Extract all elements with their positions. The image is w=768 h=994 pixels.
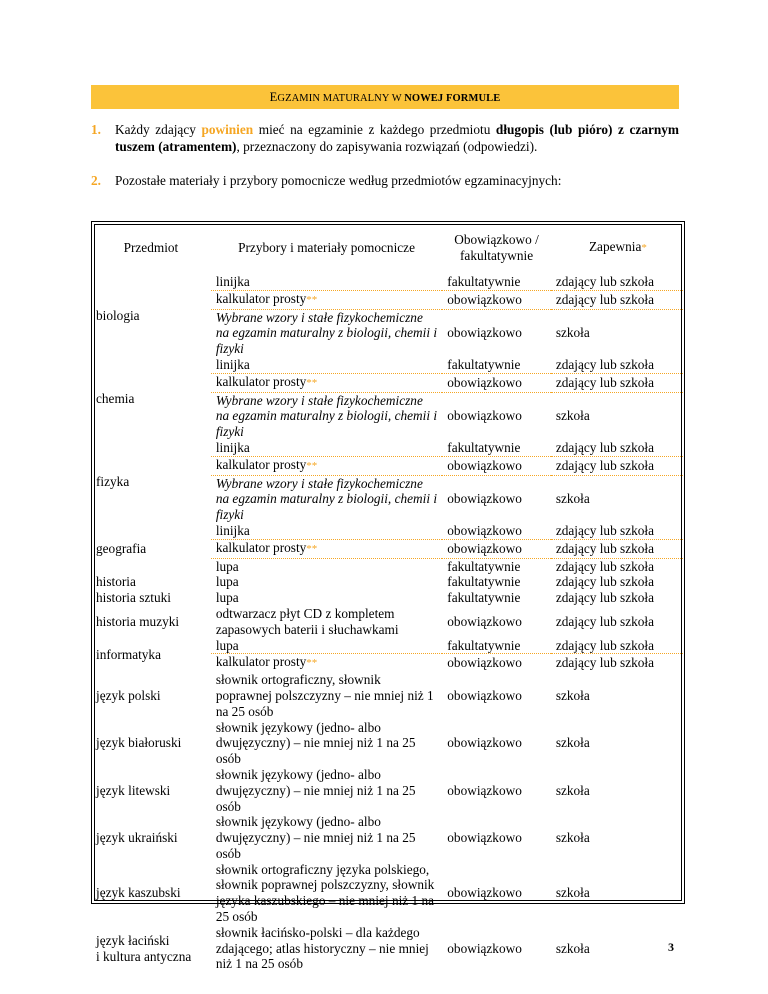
subject-cell: historia muzyki — [96, 613, 180, 629]
table-row — [91, 767, 685, 814]
tool-cell — [211, 558, 442, 574]
provided-cell: szkoła — [555, 940, 590, 956]
required-cell: fakultatywnie — [442, 274, 551, 290]
provided-cell: szkoła — [555, 885, 590, 901]
provided-cell: szkoła — [555, 830, 590, 846]
banner-initial: E — [269, 90, 278, 104]
provided-cell: szkoła — [555, 735, 590, 751]
materials-table — [91, 221, 685, 972]
provided-cell: zdający lub szkoła — [551, 456, 685, 475]
subject-cell: język kaszubski — [96, 885, 181, 901]
provided-cell: zdający lub szkoła — [551, 373, 685, 392]
table-row — [91, 606, 685, 638]
required-cell: obowiązkowo — [447, 491, 522, 507]
banner-text: GZAMIN MATURALNY W — [277, 93, 405, 104]
tool-cell — [211, 392, 442, 440]
subject-cell: język ukraiński — [96, 830, 178, 846]
subject-cell: historia — [96, 574, 136, 590]
required-cell: obowiązkowo — [447, 940, 522, 956]
provided-cell: zdający lub szkoła — [551, 357, 685, 373]
subject-cell: fizyka — [96, 473, 130, 489]
section-banner — [91, 85, 679, 109]
provided-cell: zdający lub szkoła — [551, 274, 685, 290]
required-cell: obowiązkowo — [447, 735, 522, 751]
provided-cell: szkoła — [555, 687, 590, 703]
required-cell: fakultatywnie — [442, 638, 551, 654]
tool-label: linijka — [215, 356, 250, 372]
subject-cell: historia sztuki — [96, 590, 171, 606]
point-2 — [91, 172, 679, 189]
point-1 — [91, 121, 679, 155]
tool-label: odtwarzacz płyt CD z kompletem zapasowych baterii i słuchawkami — [215, 605, 399, 637]
subject-cell: język białoruski — [96, 735, 182, 751]
point-2-text: Pozostałe materiały i przybory pomocnicze według przedmiotów egzaminacyjnych: — [115, 173, 562, 188]
point-1-text-a: Każdy zdający — [115, 122, 202, 137]
header-provided-label: Zapewnia — [588, 238, 642, 254]
required-cell: obowiązkowo — [447, 655, 522, 671]
tool-cell — [211, 767, 442, 814]
table-row — [91, 590, 685, 606]
header-tools: Przybory i materiały pomocnicze — [238, 239, 415, 255]
tool-cell — [211, 440, 442, 456]
table-header-row — [91, 221, 685, 274]
footnote-mark: ** — [306, 657, 318, 670]
tool-label: kalkulator prosty — [215, 456, 307, 472]
tool-label: lupa — [215, 590, 239, 606]
required-cell: fakultatywnie — [442, 357, 551, 373]
table-row — [91, 574, 685, 590]
subject-cell: język łaciński i kultura antyczna — [96, 932, 192, 964]
provided-cell: zdający lub szkoła — [551, 290, 685, 309]
table-row — [91, 814, 685, 861]
table-row — [91, 862, 685, 925]
table-row — [91, 440, 685, 456]
point-1-number: 1. — [91, 122, 101, 137]
required-cell: obowiązkowo — [447, 782, 522, 798]
tool-label: słownik językowy (jedno- albo dwujęzyczny) – nie mniej niż 1 na 25 osób — [215, 766, 416, 814]
tool-label: kalkulator prosty — [215, 539, 307, 555]
footnote-mark: ** — [306, 459, 318, 472]
tool-label: kalkulator prosty — [215, 373, 307, 389]
required-cell: obowiązkowo — [442, 290, 551, 309]
provided-cell: szkoła — [555, 325, 590, 341]
point-1-text-c: , przeznaczony do zapisywania rozwiązań (odpowiedzi). — [236, 139, 538, 154]
footnote-mark: ** — [306, 376, 318, 389]
tool-label: linijka — [215, 274, 250, 289]
provided-cell: zdający lub szkoła — [551, 539, 685, 558]
tool-cell — [211, 814, 442, 861]
tool-cell — [211, 357, 442, 373]
footnote-mark: ** — [306, 293, 318, 306]
required-cell: fakultatywnie — [447, 590, 521, 606]
tool-cell — [211, 654, 442, 672]
tool-cell — [211, 925, 442, 972]
tool-cell — [211, 456, 442, 475]
tool-cell — [211, 274, 442, 290]
tool-label: lupa — [215, 637, 239, 653]
required-cell: obowiązkowo — [447, 885, 522, 901]
subject-cell: język litewski — [96, 782, 171, 798]
provided-cell: zdający lub szkoła — [555, 613, 655, 629]
required-cell: obowiązkowo — [442, 373, 551, 392]
subject-cell: geografia — [96, 540, 147, 556]
provided-cell: zdający lub szkoła — [551, 440, 685, 456]
tool-cell — [211, 539, 442, 558]
tool-cell — [211, 373, 442, 392]
provided-cell: zdający lub szkoła — [555, 590, 655, 606]
provided-cell: szkoła — [555, 408, 590, 424]
point-1-highlight: powinien — [201, 122, 254, 137]
tool-cell — [211, 309, 442, 357]
table-body — [91, 274, 685, 972]
subject-cell: informatyka — [96, 646, 161, 662]
required-cell: obowiązkowo — [447, 408, 522, 424]
subject-cell: biologia — [96, 307, 140, 323]
tool-label: Wybrane wzory i stałe fizykochemiczne na egzamin maturalny z biologii, chemii i fizyki — [215, 475, 438, 523]
header-subject: Przedmiot — [123, 239, 179, 255]
table-row — [91, 638, 685, 654]
required-cell: obowiązkowo — [447, 325, 522, 341]
tool-cell — [211, 523, 442, 539]
table-row — [91, 274, 685, 290]
tool-label: Wybrane wzory i stałe fizykochemiczne na egzamin maturalny z biologii, chemii i fizyki — [215, 392, 438, 440]
table-row — [91, 357, 685, 373]
table-row — [91, 523, 685, 539]
tool-cell — [211, 672, 442, 719]
tool-label: słownik ortograficzny, słownik poprawnej polszczyzny – nie mniej niż 1 na 25 osób — [215, 672, 434, 719]
header-provided — [551, 221, 685, 274]
tool-label: kalkulator prosty — [215, 654, 307, 670]
provided-cell: szkoła — [555, 491, 590, 507]
tool-label: Wybrane wzory i stałe fizykochemiczne na egzamin maturalny z biologii, chemii i fizyki — [215, 309, 438, 357]
page-number: 3 — [668, 940, 674, 954]
provided-cell: zdający lub szkoła — [551, 523, 685, 539]
required-cell: obowiązkowo — [442, 539, 551, 558]
tool-label: słownik ortograficzny języka polskiego, słownik poprawnej polszczyzny, słownik języka kaszubskiego – nie mniej niż 1 na 25 osób — [215, 861, 435, 925]
tool-label: słownik łacińsko-polski – dla każdego zdającego; atlas historyczny – nie mniej niż 1 na 25 osób — [215, 924, 429, 972]
tool-label: słownik językowy (jedno- albo dwujęzyczny) – nie mniej niż 1 na 25 osób — [215, 814, 416, 861]
provided-cell: zdający lub szkoła — [555, 655, 655, 671]
footnote-mark: ** — [306, 542, 318, 555]
tool-cell — [211, 606, 442, 638]
table-row — [91, 720, 685, 767]
subject-cell: język polski — [96, 687, 161, 703]
point-2-number: 2. — [91, 173, 101, 188]
tool-label: linijka — [215, 522, 250, 538]
tool-cell — [211, 862, 442, 925]
tool-label: linijka — [215, 439, 250, 455]
required-cell: obowiązkowo — [442, 456, 551, 475]
tool-label: słownik językowy (jedno- albo dwujęzyczny) – nie mniej niż 1 na 25 osób — [215, 719, 416, 767]
tool-label: kalkulator prosty — [215, 290, 307, 306]
required-cell: obowiązkowo — [447, 830, 522, 846]
tool-cell — [211, 475, 442, 523]
tool-cell — [211, 590, 442, 606]
tool-cell — [211, 638, 442, 654]
header-required: Obowiązkowo / fakultatywnie — [454, 231, 539, 263]
provided-cell: zdający lub szkoła — [555, 574, 655, 590]
required-cell: fakultatywnie — [447, 574, 521, 590]
provided-cell: szkoła — [555, 782, 590, 798]
subject-cell: chemia — [96, 390, 135, 406]
tool-cell — [211, 290, 442, 309]
tool-cell — [211, 720, 442, 767]
required-cell: obowiązkowo — [447, 613, 522, 629]
table-row — [91, 672, 685, 719]
tool-label: lupa — [215, 574, 239, 590]
point-1-text — [115, 121, 679, 155]
point-1-text-b: mieć na egzaminie z każdego przedmiotu — [253, 122, 496, 137]
required-cell: fakultatywnie — [442, 440, 551, 456]
provided-cell: zdający lub szkoła — [555, 558, 655, 574]
point-1-bold: długopis (lub pióro) z czarnym tuszem (atramentem) — [115, 122, 679, 154]
provided-cell: zdający lub szkoła — [551, 638, 685, 654]
header-provided-mark: * — [641, 241, 647, 254]
banner-bold-text: NOWEJ FORMULE — [404, 93, 501, 104]
required-cell: obowiązkowo — [442, 523, 551, 539]
tool-cell — [211, 574, 442, 590]
tool-label: lupa — [215, 558, 239, 574]
required-cell: obowiązkowo — [447, 687, 522, 703]
table-row — [91, 925, 685, 972]
required-cell: fakultatywnie — [447, 558, 521, 574]
